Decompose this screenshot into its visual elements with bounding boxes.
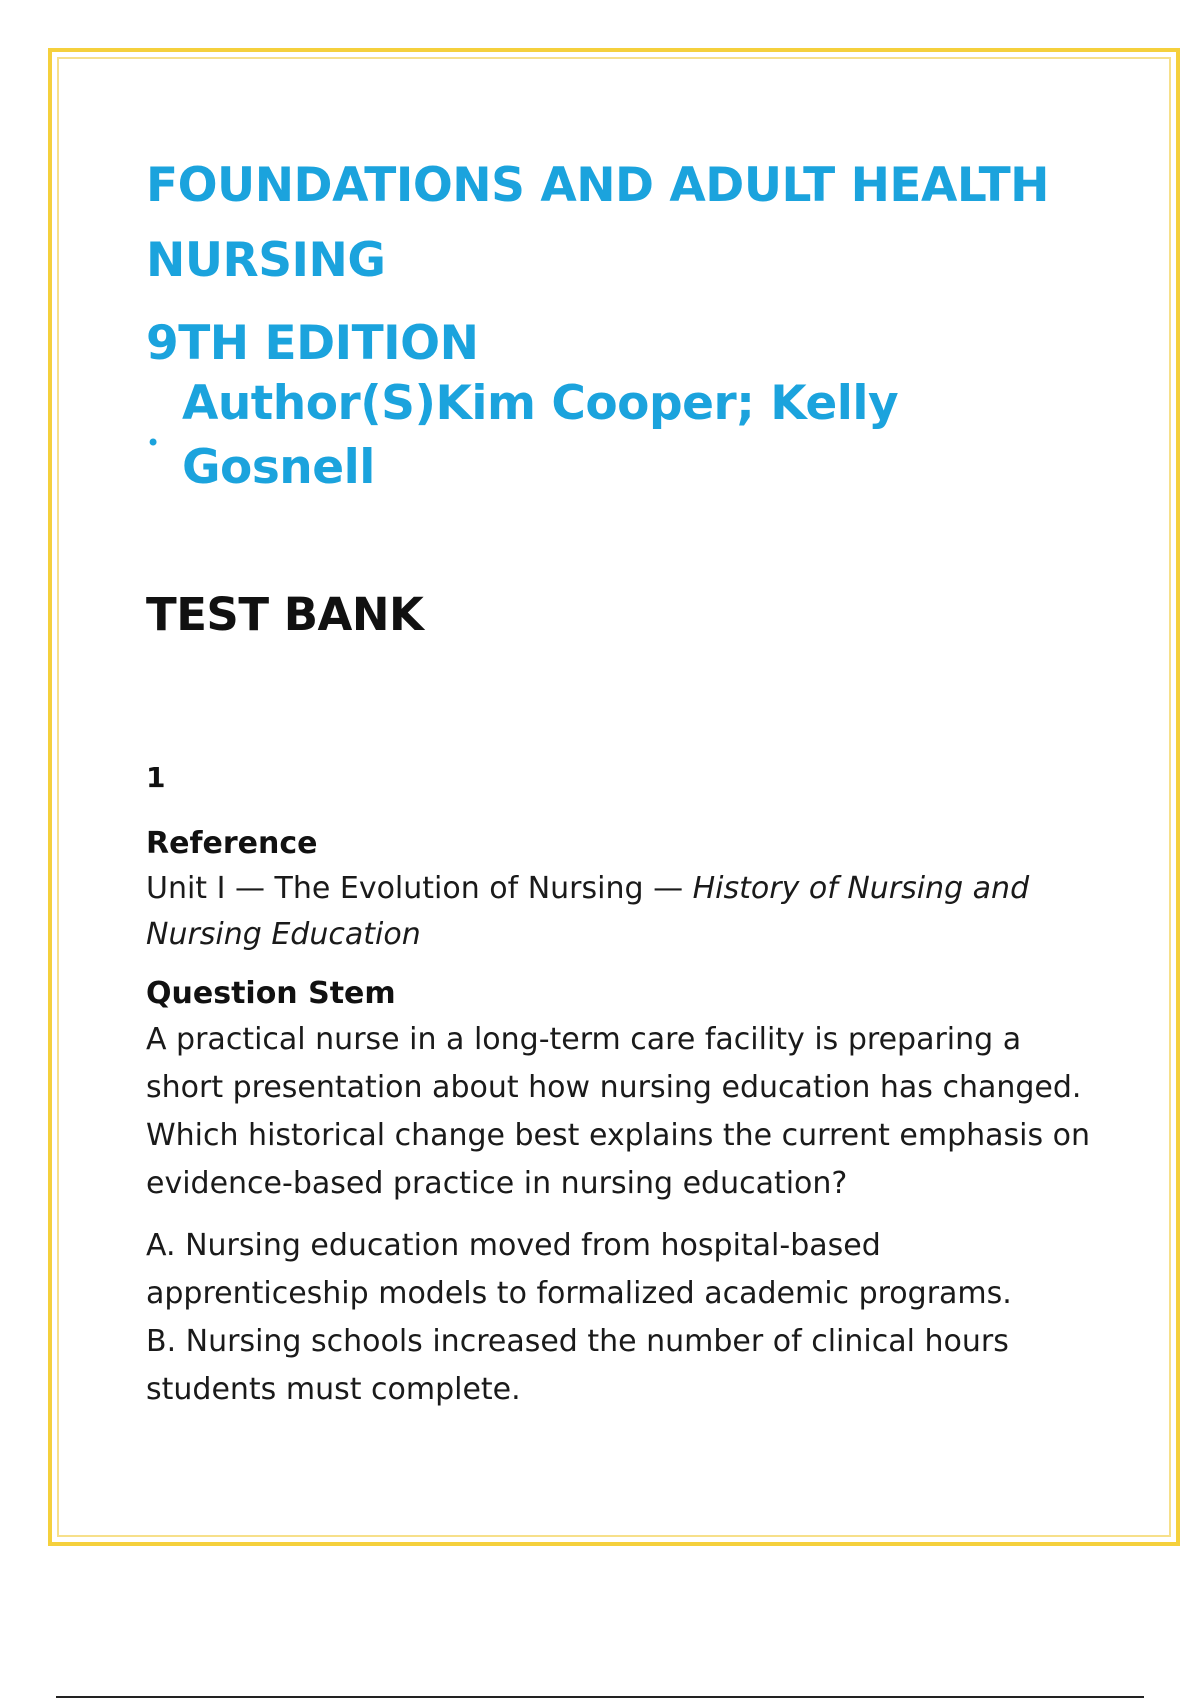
- question-number: 1: [146, 761, 166, 794]
- book-authors: Author(S)Kim Cooper; Kelly Gosnell: [181, 376, 899, 495]
- test-bank-heading: TEST BANK: [146, 588, 424, 641]
- answer-options: [146, 1222, 1106, 1414]
- book-edition: 9TH EDITION: [146, 316, 479, 371]
- page-content: [146, 148, 1106, 1414]
- reference-label: Reference: [146, 826, 318, 861]
- answer-option-b: B. Nursing schools increased the number of clinical hours students must complete.: [146, 1324, 1009, 1407]
- question-stem-label: Question Stem: [146, 976, 396, 1011]
- question-stem: A practical nurse in a long-term care facility is preparing a short presentation about how nursing education has changed. Which historical change best explains the current emphasis on evidence-based practice in nursing education?: [146, 1022, 1091, 1201]
- author-line: [146, 376, 1106, 495]
- reference-unit: Unit I — The Evolution of Nursing —: [146, 871, 693, 906]
- reference-text: [146, 866, 1106, 958]
- bottom-divider: [56, 1696, 1144, 1698]
- answer-option-a: A. Nursing education moved from hospital-based apprenticeship models to formalized academic programs.: [146, 1228, 1012, 1311]
- bullet-icon: •: [146, 429, 161, 457]
- book-title: FOUNDATIONS AND ADULT HEALTH NURSING: [146, 158, 1049, 288]
- reference-chapter: History of Nursing and Nursing Education: [146, 871, 1030, 952]
